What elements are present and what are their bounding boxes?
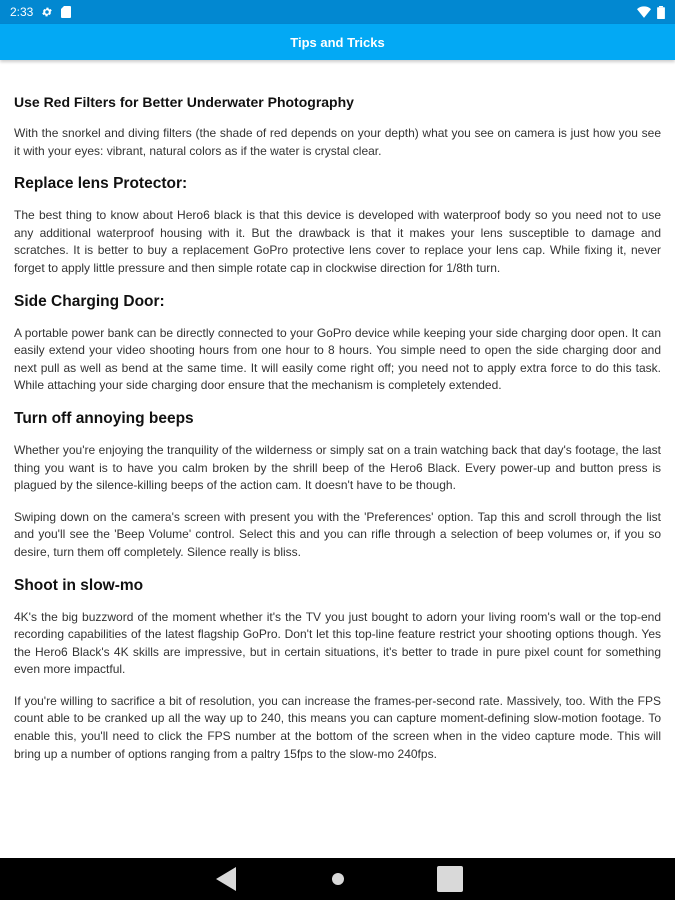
home-circle-icon <box>332 873 344 885</box>
section-lens-protector <box>14 174 661 277</box>
section-annoying-beeps <box>14 409 661 562</box>
tips-content[interactable] <box>0 60 675 858</box>
status-right <box>637 6 665 19</box>
section-heading: Use Red Filters for Better Underwater Photography <box>14 94 354 110</box>
section-heading: Shoot in slow-mo <box>14 576 144 594</box>
status-bar <box>0 0 675 24</box>
status-left <box>10 5 71 19</box>
section-paragraph: 4K's the big buzzword of the moment whether it's the TV you just bought to adorn your living room's wall or the top-end recording capabilities of the latest flagship GoPro. Don't let this top-line feature restrict your shooting options though. Yes the Hero6 Black's 4K skills are impressive, but in certain situations, it's better to trade in pure pixel count for something even more impactful. <box>14 609 661 677</box>
page-title: Tips and Tricks <box>290 34 385 50</box>
section-paragraph: A portable power bank can be directly connected to your GoPro device while keeping your side charging door open. It can easily extend your video shooting hours from one hour to 8 hours. You simple need to open the side charging door and next pull as well as bend at the same time. It will easily come right off; you need not to apply extra force to do this task. While attaching your side charging door ensure that the mechanism is completely extended. <box>14 325 661 393</box>
section-red-filters <box>14 92 661 160</box>
recents-square-icon <box>436 865 464 893</box>
section-paragraph: With the snorkel and diving filters (the shade of red depends on your depth) what you see on camera is just how you see it with your eyes: vibrant, natural colors as if the water is crystal clear. <box>14 126 661 158</box>
section-slow-mo <box>14 576 661 764</box>
wifi-icon <box>637 6 651 18</box>
section-paragraph: If you're willing to sacrifice a bit of resolution, you can increase the frames-per-second rate. Massively, too. With the FPS count able to be cranked up all the way up to 240, this means you can capture moment-defining slow-motion footage. To enable this, you'll need to click the FPS number at the bottom of the screen when in the video capture mode. This will bring up a number of options ranging from a paltry 15fps to the slow-mo 240fps. <box>14 693 661 761</box>
status-time: 2:33 <box>10 5 34 19</box>
settings-gear-icon <box>41 6 53 18</box>
navigation-bar <box>0 858 675 900</box>
section-heading: Turn off annoying beeps <box>14 409 194 427</box>
sd-card-icon <box>61 6 71 18</box>
section-heading: Replace lens Protector: <box>14 175 188 193</box>
home-button[interactable] <box>308 858 368 900</box>
section-side-charging-door <box>14 292 661 395</box>
section-paragraph: Swiping down on the camera's screen with present you with the 'Preferences' option. Tap this and scroll through the list and you'll see the 'Beep Volume' control. Select this and you can rifle through a selection of beep volumes or, if you so desire, turn them off completely. Silence really is bliss. <box>14 509 661 559</box>
app-bar <box>0 24 675 60</box>
back-button[interactable] <box>196 858 256 900</box>
recents-button[interactable] <box>420 858 480 900</box>
section-paragraph: The best thing to know about Hero6 black is that this device is developed with waterproof body so you need not to use any additional waterproof housing with it. But the drawback is that it makes your lens susceptible to damage and scratches. It is better to buy a replacement GoPro protective lens cover to replace your lens cap. While fixing it, never forget to apply little pressure and then simple rotate cap in clockwise direction for 1/8th turn. <box>14 208 661 275</box>
section-heading: Side Charging Door: <box>14 292 165 310</box>
back-triangle-icon <box>214 866 238 892</box>
battery-icon <box>657 6 665 19</box>
section-paragraph: Whether you're enjoying the tranquility of the wilderness or simply sat on a train watching back that day's footage, the last thing you want is to have you calm broken by the shrill beep of the Hero6 Black. Every power-up and button press is plagued by the silence-killing beeps of the action cam. It doesn't have to be though. <box>14 442 661 493</box>
